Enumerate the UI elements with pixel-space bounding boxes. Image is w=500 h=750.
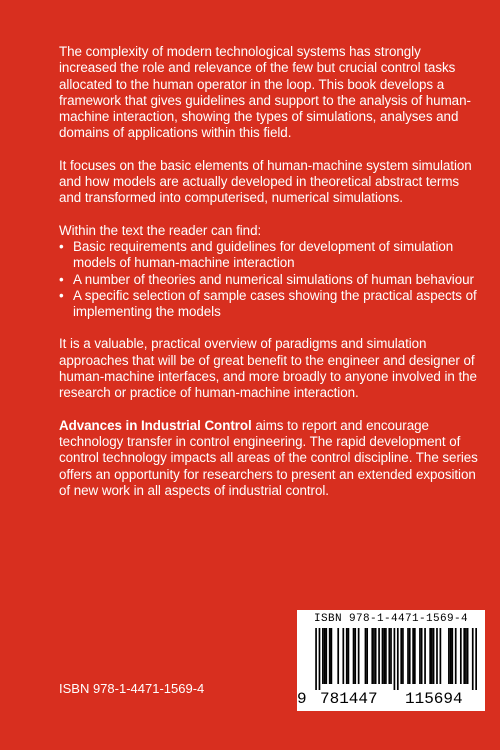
barcode-bar — [353, 628, 355, 684]
barcode-bar — [467, 628, 469, 684]
barcode-bar — [465, 628, 467, 684]
barcode-bar — [400, 628, 402, 684]
barcode-bar — [421, 628, 423, 684]
barcode-bar — [324, 628, 326, 684]
intro-paragraph: The complexity of modern technological systems has strongly increased the role and relevance of the few but crucial control tasks allocated to the human operator in the loop. This book develops a framework that gives guidelines and support to the analysis of human-machine interaction, showing the types of simulations, analyses and domains of applications within this field. — [59, 44, 471, 141]
barcode-bar — [325, 628, 327, 684]
barcode-bar — [475, 628, 477, 690]
barcode-bar — [331, 628, 333, 684]
barcode-bar — [431, 628, 433, 684]
barcode-bar — [455, 628, 457, 684]
barcode-bar — [397, 628, 399, 690]
barcode-bar — [337, 628, 339, 684]
barcode-bar — [365, 628, 367, 684]
list-intro: Within the text the reader can find: — [59, 222, 262, 238]
focus-paragraph: It focuses on the basic elements of human-machine system simulation and how models are actually developed in theoretical abstract terms and transformed into computerised, numerical simulations. — [59, 157, 472, 206]
barcode-bar — [409, 628, 411, 684]
list-item — [59, 239, 479, 272]
list-item — [59, 288, 479, 321]
barcode-bar — [440, 628, 442, 684]
barcode-bar — [378, 628, 380, 684]
barcode-bar — [354, 628, 356, 684]
barcode-bar — [322, 628, 324, 684]
barcode-digit-group-1: 781447 — [320, 690, 378, 708]
barcode-digit-first: 9 — [297, 690, 307, 708]
barcode-digits — [297, 690, 485, 710]
bullet-icon: • — [59, 287, 64, 303]
barcode-bar — [390, 628, 392, 684]
barcode-bar — [394, 628, 396, 690]
bullet-icon: • — [59, 238, 64, 254]
barcode-bar — [342, 628, 344, 684]
series-description: aims to report and encourage technology transfer in control engineering. The rapid development of control technology impacts all areas of the control discipline. The series offers an opportunity for researchers to present an extended exposition of new work in all aspects of industrial control. — [59, 417, 478, 498]
list-item — [59, 272, 479, 288]
barcode-bar — [358, 628, 360, 684]
barcode-panel — [297, 610, 485, 711]
barcode-bar — [436, 628, 438, 684]
barcode-icon — [305, 628, 477, 690]
barcode-bar — [419, 628, 421, 684]
barcode-bar — [366, 628, 368, 684]
feature-list — [59, 239, 479, 320]
barcode-bar — [319, 628, 321, 690]
barcode-bar — [463, 628, 465, 684]
barcode-bar — [385, 628, 387, 684]
barcode-bar — [424, 628, 426, 684]
barcode-bar — [371, 628, 373, 684]
barcode-digit-group-2: 115694 — [405, 690, 463, 708]
barcode-bar — [373, 628, 375, 684]
barcode-bar — [450, 628, 452, 684]
overview-paragraph: It is a valuable, practical overview of paradigms and simulation approaches that will be of great benefit to the engineer and designer of human-machine interfaces, and more broadly to anyone involved in the research or practice of human-machine interaction. — [59, 336, 477, 401]
barcode-bar — [348, 628, 350, 684]
barcode-bar — [388, 628, 390, 684]
barcode-bar — [472, 628, 474, 690]
barcode-bar — [382, 628, 384, 684]
barcode-bar — [402, 628, 404, 684]
series-paragraph — [59, 418, 479, 499]
barcode-bar — [414, 628, 416, 684]
blurb-text — [59, 44, 479, 515]
barcode-bar — [448, 628, 450, 684]
barcode-bar — [460, 628, 462, 684]
barcode-bar — [407, 628, 409, 684]
list-item-text: A specific selection of sample cases showing the practical aspects of implementing the models — [73, 287, 477, 320]
barcode-bar — [329, 628, 331, 684]
barcode-bar — [451, 628, 453, 684]
isbn-footer: ISBN 978-1-4471-1569-4 — [59, 681, 205, 696]
list-item-text: Basic requirements and guidelines for development of simulation models of human-machine interaction — [73, 238, 454, 271]
barcode-bar — [429, 628, 431, 684]
barcode-bar — [375, 628, 377, 684]
bullet-icon: • — [59, 271, 64, 287]
list-item-text: A number of theories and numerical simulations of human behaviour — [73, 271, 474, 287]
barcode-isbn-label: ISBN 978-1-4471-1569-4 — [313, 613, 469, 625]
barcode-bar — [412, 628, 414, 684]
barcode-bar — [383, 628, 385, 684]
barcode-bar — [346, 628, 348, 684]
barcode-bar — [315, 628, 317, 690]
barcode-bar — [433, 628, 435, 684]
series-name: Advances in Industrial Control — [59, 417, 252, 433]
